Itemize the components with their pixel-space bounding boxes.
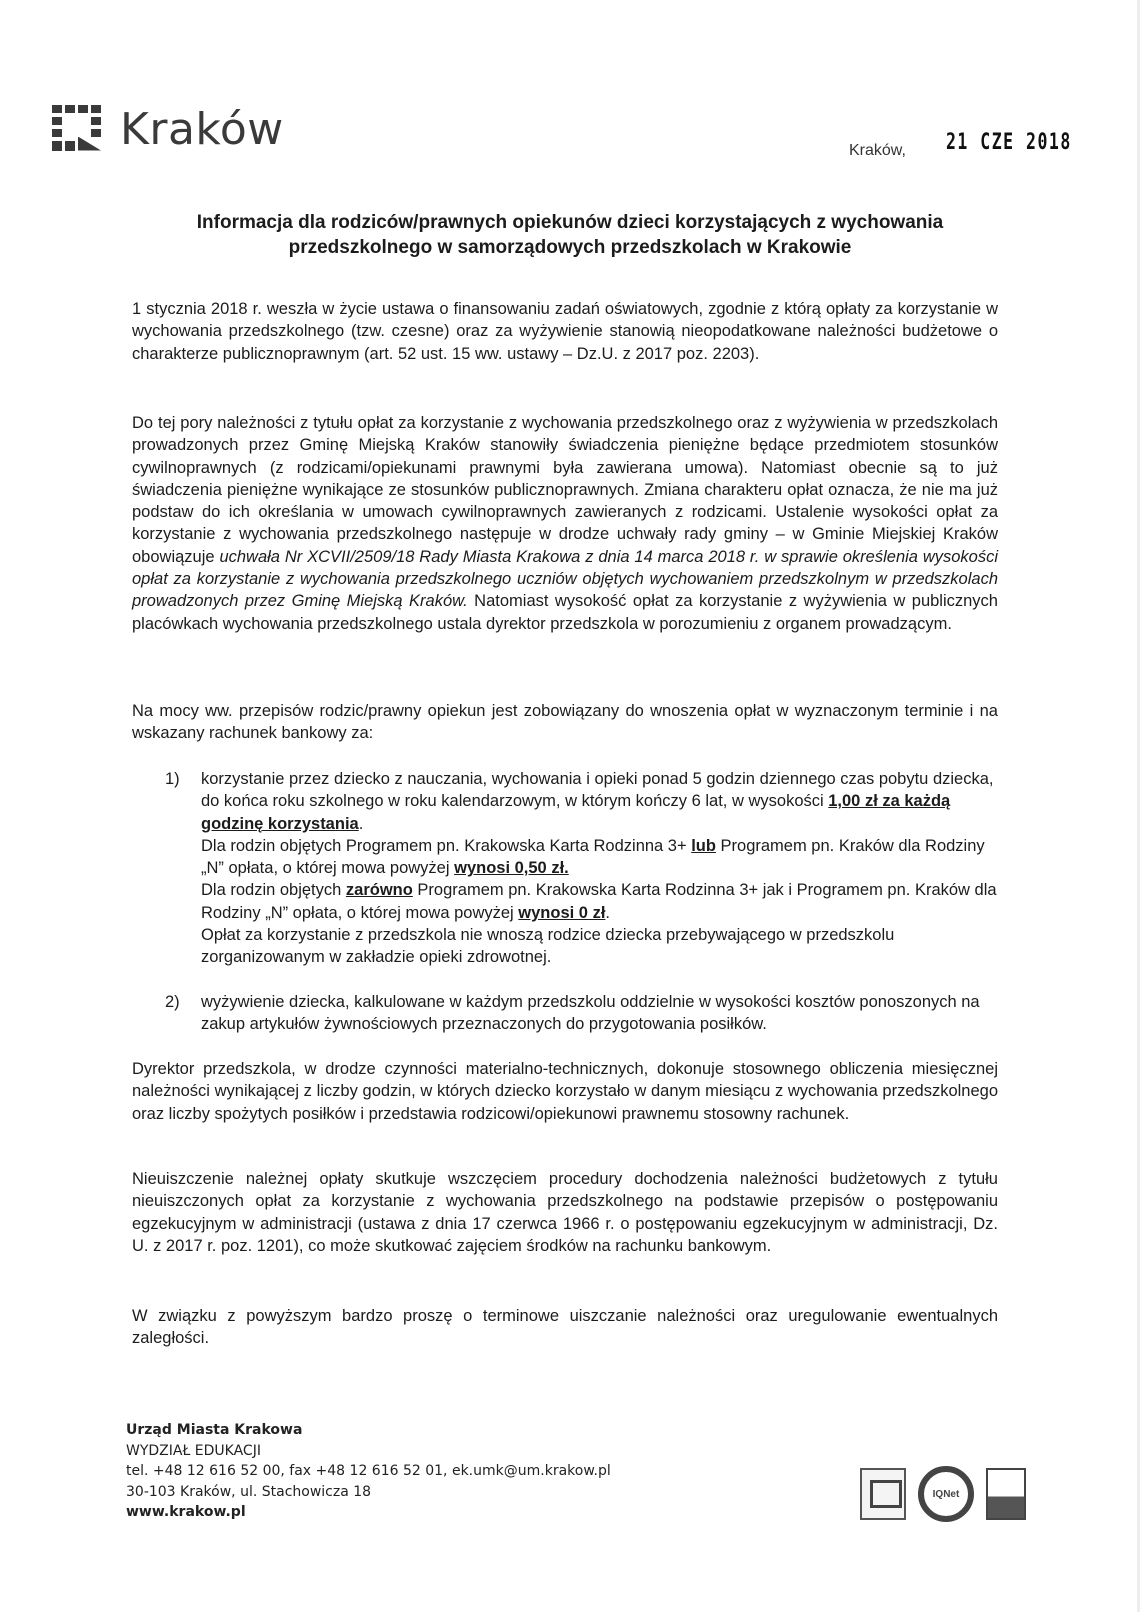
paragraph-law-intro: 1 stycznia 2018 r. weszła w życie ustawa o finansowaniu zadań oświatowych, zgodnie z którą opłaty za korzystanie w wychowania przedszkolnego (tzw. czesne) oraz za wyżywienie stanowią nieopodatkowane należności budżetowe o charakterze publicznoprawnym (art. 52 ust. 15 ww. ustawy – Dz.U. z 2017 poz. 2203).	[132, 300, 998, 363]
address-line: 30-103 Kraków, ul. Stachowicza 18	[126, 1483, 372, 1500]
paragraph-closing: W związku z powyższym bardzo proszę o terminowe uiszczanie należności oraz uregulowanie ewentualnych zaległości.	[132, 1307, 998, 1348]
reduced-fee: wynosi 0,50 zł.	[454, 859, 569, 878]
item2-text: wyżywienie dziecka, kalkulowane w każdym przedszkolu oddzielnie w wysokości kosztów ponoszonych na zakup artykułów żywnościowych przeznaczonych do przygotowania posiłków.	[201, 992, 980, 1033]
paragraph-text: Natomiast wysokość opłat za korzystanie z wyżywienia w publicznych placówkach wychowania przedszkolnego ustala dyrektor przedszkola w porozumieniu z organem prowadzącym.	[132, 592, 998, 633]
item1-discount: Dla rodzin objętych Programem pn. Krakowska Karta Rodzinna 3+ lub Programem pn. Kraków dla Rodziny „N” opłata, o której mowa powyżej wynosi 0,50 zł.	[201, 836, 985, 878]
list-number: 1)	[165, 770, 180, 788]
title-line-1: Informacja dla rodziców/prawnych opiekunów dzieci korzystających z wychowania	[196, 212, 944, 233]
zero-fee: wynosi 0 zł	[518, 903, 606, 922]
website-link[interactable]: www.krakow.pl	[126, 1504, 246, 1520]
iqnet-certification-icon: IQNet	[918, 1466, 974, 1522]
paragraph-text: Do tej pory należności z tytułu opłat za korzystanie z wychowania przedszkolnego oraz z wyżywienia w przedszkolach prowadzonych przez Gminę Miejską Kraków stanowiły świadczenia pieniężne będące przedmiotem stosunków cywilnoprawnych (z rodzicami/opiekunami prawnymi była zawierana umowa). Natomiast obecnie są to już świadczenia pieniężne wynikające ze stosunków publicznoprawnych. Zmiana charakteru opłat oznacza, że nie ma już podstaw do ich określania w umowach cywilnoprawnych zawieranych z rodzicami. Ustalenie wysokości opłat za korzystanie z wychowania przedszkolnego następuje w drodze uchwały rady gminy – w Gminie Miejskiej Kraków obowiązuje	[132, 414, 998, 566]
krakow-logo	[52, 104, 284, 155]
contact-line: tel. +48 12 616 52 00, fax +48 12 616 52 01, ek.umk@um.krakow.pl	[126, 1463, 611, 1479]
logo-text: Kraków	[120, 104, 284, 155]
paragraph-obligation: Na mocy ww. przepisów rodzic/prawny opiekun jest zobowiązany do wnoszenia opłat w wyznaczonym terminie i na wskazany rachunek bankowy za:	[132, 702, 998, 743]
list-item	[165, 768, 1005, 969]
pcbc-certification-icon	[860, 1468, 906, 1520]
department-name: WYDZIAŁ EDUKACJI	[126, 1442, 261, 1459]
hourly-fee: 1,00 zł za każdą godzinę korzystania	[201, 792, 951, 833]
resolution-reference: uchwała Nr XCVII/2509/18 Rady Miasta Krakowa z dnia 14 marca 2018 r. w sprawie określenia wysokości opłat za korzystanie z wychowania przedszkolnego uczniów objętych wychowaniem przedszkolnym w przedszkolach prowadzonych przez Gminę Miejską Kraków.	[132, 547, 999, 611]
item1-exemption: Dla rodzin objętych zarówno Programem pn. Krakowska Karta Rodzinna 3+ jak i Programem pn. Kraków dla Rodziny „N” opłata, o której mowa powyżej wynosi 0 zł.	[201, 881, 997, 922]
place-label: Kraków,	[849, 142, 906, 159]
office-name: Urząd Miasta Krakowa	[126, 1422, 303, 1438]
paragraph-fees-background	[132, 412, 998, 635]
item1-healthcare-note: Opłat za korzystanie z przedszkola nie wnoszą rodzice dziecka przebywającego w przedszkolu zorganizowanym w zakładzie opieki zdrowotnej.	[201, 926, 895, 967]
quality-award-icon	[986, 1468, 1026, 1520]
paragraph-director-calculation: Dyrektor przedszkola, w drodze czynności materialno-technicznych, dokonuje stosownego obliczenia miesięcznej należności wynikającej z liczby godzin, w których dziecko korzystało w danym miesiącu z wychowania przedszkolnego oraz liczby spożytych posiłków i przedstawia rodzicowi/opiekunowi prawnemu stosowny rachunek.	[132, 1060, 998, 1123]
date-stamp: 21 CZE 2018	[946, 130, 1072, 155]
certification-badges	[860, 1466, 1026, 1522]
footer-contact	[126, 1420, 611, 1523]
krakow-logo-icon	[52, 105, 104, 155]
title-line-2: przedszkolnego w samorządowych przedszkolach w Krakowie	[288, 237, 852, 258]
document-title	[130, 210, 1010, 260]
list-item	[165, 991, 1005, 1036]
item1-line: korzystanie przez dziecko z nauczania, wychowania i opieki ponad 5 godzin dziennego czas pobytu dziecka, do końca roku szkolnego w roku kalendarzowym, w którym kończy 6 lat, w wysokości 1,00 zł za każdą godzinę korzystania.	[201, 770, 994, 833]
fees-list	[165, 768, 1005, 1035]
list-number: 2)	[165, 992, 180, 1011]
paragraph-enforcement: Nieuiszczenie należnej opłaty skutkuje wszczęciem procedury dochodzenia należności budżetowych z tytułu nieuiszczonych opłat za korzystanie z wychowania przedszkolnego na podstawie przepisów o postępowaniu egzekucyjnym w administracji (ustawa z dnia 17 czerwca 1966 r. o postępowaniu egzekucyjnym w administracji, Dz. U. z 2017 r. poz. 1201), co może skutkować zajęciem środków na rachunku bankowym.	[132, 1170, 998, 1255]
